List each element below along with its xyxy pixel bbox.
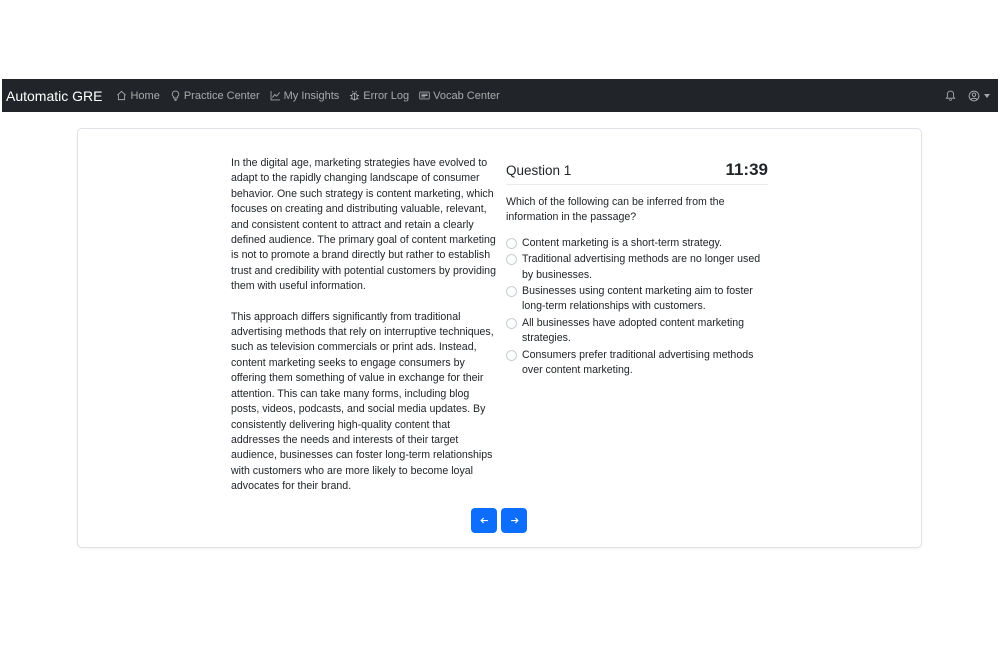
radio-button[interactable] xyxy=(506,286,517,297)
answer-option-4[interactable] xyxy=(506,316,768,347)
answer-option-label: Consumers prefer traditional advertising methods over content marketing. xyxy=(522,348,754,377)
brand-logo[interactable]: Automatic GRE xyxy=(6,87,103,104)
previous-button[interactable] xyxy=(471,508,497,533)
line-chart-icon xyxy=(270,90,281,101)
nav-practice-center[interactable] xyxy=(170,90,260,102)
nav-vocab-center-label: Vocab Center xyxy=(433,89,500,102)
passage-paragraph-1: In the digital age, marketing strategies have evolved to adapt to the rapidly changing landscape of consumer behavior. One such strategy is content marketing, which focuses on creating and distributing valuable, relevant, and consistent content to attract and retain a clearly defined audience. The primary goal of content marketing is not to promote a brand directly but rather to establish trust and credibility with potential customers by providing them with useful information. xyxy=(231,157,496,293)
user-menu[interactable] xyxy=(968,90,990,102)
top-navbar xyxy=(2,79,998,112)
question-prompt: Which of the following can be inferred from the information in the passage? xyxy=(506,196,725,224)
bug-icon xyxy=(349,90,360,101)
arrow-left-icon xyxy=(480,516,489,525)
nav-error-log[interactable] xyxy=(349,90,409,102)
question-title: Question 1 xyxy=(506,162,572,178)
user-circle-icon xyxy=(968,90,980,102)
answer-option-label: Businesses using content marketing aim to foster long-term relationships with customers. xyxy=(522,285,753,313)
caret-down-icon xyxy=(984,94,990,98)
bell-icon[interactable] xyxy=(945,90,956,101)
radio-button[interactable] xyxy=(506,318,517,329)
answer-option-5[interactable] xyxy=(506,348,768,379)
answer-option-label: Content marketing is a short-term strategy. xyxy=(522,236,722,249)
lightbulb-icon xyxy=(170,90,181,101)
answer-option-label: Traditional advertising methods are no longer used by businesses. xyxy=(522,253,761,281)
radio-button[interactable] xyxy=(506,350,517,361)
navbar-right xyxy=(945,90,990,102)
answer-option-2[interactable] xyxy=(506,252,768,283)
nav-my-insights-label: My Insights xyxy=(283,89,340,102)
next-button[interactable] xyxy=(501,508,527,533)
reading-passage xyxy=(231,156,496,510)
nav-error-log-label: Error Log xyxy=(363,89,410,102)
answer-option-3[interactable] xyxy=(506,284,768,315)
question-header xyxy=(506,156,768,185)
nav-vocab-center[interactable] xyxy=(419,90,500,102)
countdown-timer: 11:39 xyxy=(725,160,768,179)
answer-option-label: All businesses have adopted content marketing strategies. xyxy=(522,316,745,345)
radio-button[interactable] xyxy=(506,238,517,249)
nav-practice-center-label: Practice Center xyxy=(183,89,260,102)
question-navigation xyxy=(471,508,531,533)
nav-home-label: Home xyxy=(130,89,160,102)
arrow-right-icon xyxy=(510,516,519,525)
question-card xyxy=(77,128,922,548)
passage-paragraph-2: This approach differs significantly from traditional advertising methods that rely on interruptive techniques, such as television commercials or print ads. Instead, content marketing seeks to engage consumers by offering them something of value in exchange for their attention. This can take many forms, including blog posts, videos, podcasts, and social media updates. By consistently delivering high-quality content that addresses the needs and interests of their target audience, businesses can foster long-term relationships with customers who are more likely to become loyal advocates for their brand. xyxy=(231,310,494,493)
nav-home[interactable] xyxy=(116,90,159,102)
card-text-icon xyxy=(419,90,430,101)
question-panel xyxy=(506,156,768,379)
nav-my-insights[interactable] xyxy=(270,90,340,102)
answer-option-1[interactable] xyxy=(506,236,768,251)
house-icon xyxy=(116,90,127,101)
radio-button[interactable] xyxy=(506,254,517,265)
